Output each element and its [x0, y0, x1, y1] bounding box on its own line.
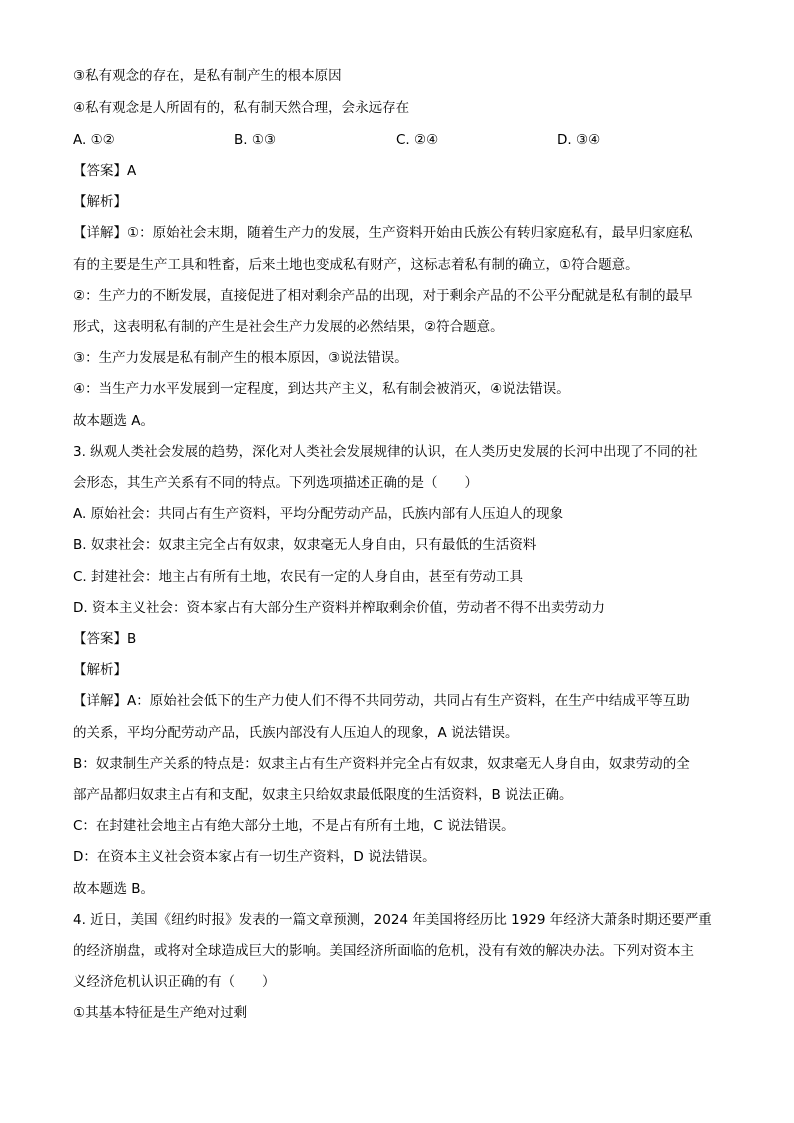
question-3-option-a: A. 原始社会：共同占有生产资料，平均分配劳动产品，氏族内部有人压迫人的现象	[73, 506, 564, 522]
question-3-option-d: D. 资本主义社会：资本家占有大部分生产资料并榨取剩余价值，劳动者不得不出卖劳动力	[73, 600, 605, 616]
question-3-stem: 会形态，其生产关系有不同的特点。下列选项描述正确的是（ ）	[73, 475, 478, 491]
explanation-line: B：奴隶制生产关系的特点是：奴隶主占有生产资料并完全占有奴隶，奴隶毫无人身自由，奴隶劳动的全	[73, 756, 690, 772]
explanation-line: ②：生产力的不断发展，直接促进了相对剩余产品的出现，对于剩余产品的不公平分配就是私有制的最早	[73, 288, 693, 304]
question-4-stem: 义经济危机认识正确的有（ ）	[73, 974, 276, 990]
question-4-stem: 4. 近日，美国《纽约时报》发表的一篇文章预测，2024 年美国将经历比 1929 年经济大萧条时期还要严重	[73, 912, 712, 928]
question-3-option-c: C. 封建社会：地主占有所有土地，农民有一定的人身自由，甚至有劳动工具	[73, 569, 524, 585]
explanation-line: D：在资本主义社会资本家占有一切生产资料，D 说法错误。	[73, 849, 436, 865]
explanation-line: 的关系，平均分配劳动产品，氏族内部没有人压迫人的现象，A 说法错误。	[73, 725, 519, 741]
conclusion-line: 故本题选 A。	[73, 413, 155, 429]
question-4-statement-1: ①其基本特征是生产绝对过剩	[73, 1005, 248, 1021]
answer-label: 【答案】B	[73, 631, 137, 647]
explanation-line: 【详解】A：原始社会低下的生产力使人们不得不共同劳动，共同占有生产资料，在生产中结成平等互助	[73, 693, 690, 709]
choice-b: B. ①③	[234, 132, 277, 148]
question-4-stem: 的经济崩盘，或将对全球造成巨大的影响。美国经济所面临的危机，没有有效的解决办法。下列对资本主	[73, 943, 694, 959]
choice-c: C. ②④	[396, 132, 439, 148]
conclusion-line: 故本题选 B。	[73, 881, 155, 897]
analysis-label: 【解析】	[73, 662, 127, 678]
option-statement-3: ③私有观念的存在，是私有制产生的根本原因	[73, 68, 342, 84]
explanation-line: ③：生产力发展是私有制产生的根本原因，③说法错误。	[73, 350, 408, 366]
explanation-line: ④：当生产力水平发展到一定程度，到达共产主义，私有制会被消灭，④说法错误。	[73, 381, 570, 397]
explanation-line: 部产品都归奴隶主占有和支配，奴隶主只给奴隶最低限度的生活资料，B 说法正确。	[73, 787, 573, 803]
explanation-line: 【详解】①：原始社会末期，随着生产力的发展，生产资料开始由氏族公有转归家庭私有，最早归家庭私	[73, 225, 693, 241]
choice-a: A. ①②	[73, 132, 115, 148]
explanation-line: 有的主要是生产工具和牲畜，后来土地也变成私有财产，这标志着私有制的确立，①符合题意。	[73, 257, 639, 273]
explanation-line: C：在封建社会地主占有绝大部分土地，不是占有所有土地，C 说法错误。	[73, 818, 515, 834]
answer-label: 【答案】A	[73, 163, 137, 179]
question-3-stem: 3. 纵观人类社会发展的趋势，深化对人类社会发展规律的认识，在人类历史发展的长河中出现了不同的社	[73, 444, 698, 460]
question-3-option-b: B. 奴隶社会：奴隶主完全占有奴隶，奴隶毫无人身自由，只有最低的生活资料	[73, 537, 537, 553]
option-statement-4: ④私有观念是人所固有的，私有制天然合理，会永远存在	[73, 100, 410, 116]
explanation-line: 形式，这表明私有制的产生是社会生产力发展的必然结果，②符合题意。	[73, 319, 504, 335]
choice-d: D. ③④	[557, 132, 601, 148]
analysis-label: 【解析】	[73, 194, 127, 210]
